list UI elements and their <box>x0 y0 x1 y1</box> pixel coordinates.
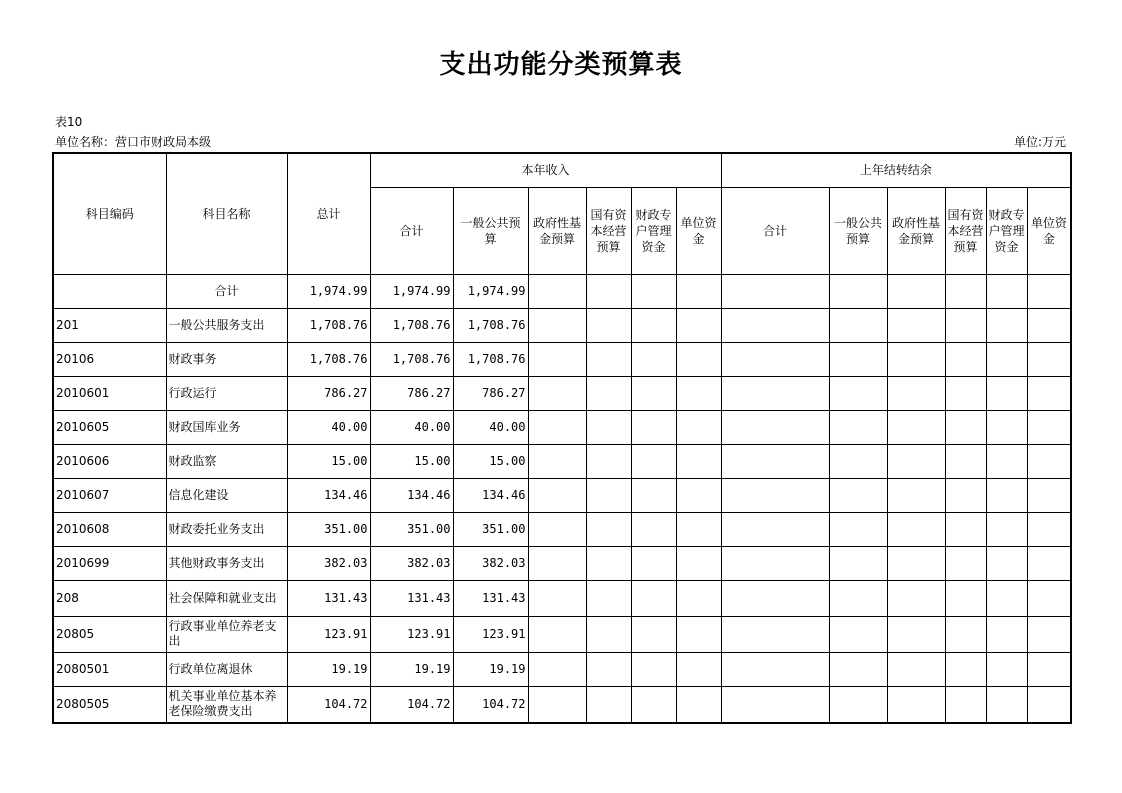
unit-label: 单位:万元 <box>1013 135 1066 149</box>
cell-empty <box>586 274 631 308</box>
cell-empty <box>676 616 721 652</box>
cell-code: 20106 <box>53 342 166 376</box>
header-prior-unit-funds: 单位资金 <box>1027 187 1071 274</box>
cell-empty <box>631 512 676 546</box>
cell-empty <box>586 616 631 652</box>
cell-empty <box>887 478 945 512</box>
cell-empty <box>986 652 1027 686</box>
cell-current-general: 351.00 <box>453 512 528 546</box>
cell-empty <box>721 444 829 478</box>
cell-code: 201 <box>53 308 166 342</box>
table-row <box>53 546 1071 580</box>
cell-empty <box>1027 686 1071 723</box>
header-prior-general: 一般公共预算 <box>829 187 887 274</box>
cell-name: 合计 <box>166 274 287 308</box>
cell-empty <box>986 274 1027 308</box>
cell-empty <box>676 512 721 546</box>
unit-name: 单位名称：营口市财政局本级 <box>55 135 212 149</box>
page-title: 支出功能分类预算表 <box>439 50 683 80</box>
cell-empty <box>945 342 986 376</box>
cell-empty <box>631 478 676 512</box>
cell-total: 382.03 <box>287 546 370 580</box>
cell-empty <box>721 652 829 686</box>
cell-current-subtotal: 104.72 <box>370 686 453 723</box>
cell-empty <box>586 342 631 376</box>
cell-empty <box>986 686 1027 723</box>
cell-empty <box>945 376 986 410</box>
cell-total: 786.27 <box>287 376 370 410</box>
cell-name: 财政监察 <box>166 444 287 478</box>
cell-current-subtotal: 351.00 <box>370 512 453 546</box>
cell-empty <box>528 308 586 342</box>
cell-empty <box>1027 616 1071 652</box>
cell-empty <box>586 580 631 616</box>
cell-empty <box>676 274 721 308</box>
cell-total: 1,708.76 <box>287 342 370 376</box>
cell-empty <box>945 580 986 616</box>
cell-empty <box>528 512 586 546</box>
table-row <box>53 652 1071 686</box>
cell-empty <box>829 444 887 478</box>
header-name: 科目名称 <box>166 153 287 274</box>
cell-empty <box>986 512 1027 546</box>
cell-empty <box>887 410 945 444</box>
header-current-general: 一般公共预算 <box>453 187 528 274</box>
cell-empty <box>1027 444 1071 478</box>
cell-total: 40.00 <box>287 410 370 444</box>
cell-current-general: 19.19 <box>453 652 528 686</box>
cell-name: 信息化建设 <box>166 478 287 512</box>
header-code: 科目编码 <box>53 153 166 274</box>
cell-current-subtotal: 1,974.99 <box>370 274 453 308</box>
cell-empty <box>586 652 631 686</box>
cell-code: 2010699 <box>53 546 166 580</box>
cell-empty <box>986 444 1027 478</box>
cell-empty <box>586 444 631 478</box>
cell-code: 2080501 <box>53 652 166 686</box>
cell-current-subtotal: 134.46 <box>370 478 453 512</box>
cell-empty <box>528 410 586 444</box>
cell-empty <box>528 652 586 686</box>
cell-empty <box>945 512 986 546</box>
cell-empty <box>887 546 945 580</box>
cell-empty <box>631 342 676 376</box>
cell-empty <box>986 376 1027 410</box>
cell-empty <box>676 546 721 580</box>
cell-empty <box>721 580 829 616</box>
cell-empty <box>829 342 887 376</box>
table-row <box>53 580 1071 616</box>
cell-empty <box>586 376 631 410</box>
cell-empty <box>945 478 986 512</box>
cell-code: 2010607 <box>53 478 166 512</box>
cell-empty <box>887 444 945 478</box>
cell-empty <box>528 444 586 478</box>
cell-current-general: 40.00 <box>453 410 528 444</box>
header-prior-subtotal: 合计 <box>721 187 829 274</box>
header-current-special-account: 财政专户管理资金 <box>631 187 676 274</box>
cell-empty <box>1027 376 1071 410</box>
cell-empty <box>631 376 676 410</box>
cell-empty <box>986 478 1027 512</box>
cell-empty <box>631 652 676 686</box>
table-row <box>53 274 1071 308</box>
cell-current-general: 104.72 <box>453 686 528 723</box>
cell-name: 行政单位离退休 <box>166 652 287 686</box>
cell-total: 15.00 <box>287 444 370 478</box>
table-row <box>53 512 1071 546</box>
cell-total: 104.72 <box>287 686 370 723</box>
cell-code: 2010606 <box>53 444 166 478</box>
cell-name: 一般公共服务支出 <box>166 308 287 342</box>
cell-empty <box>829 478 887 512</box>
cell-empty <box>721 410 829 444</box>
cell-name: 社会保障和就业支出 <box>166 580 287 616</box>
cell-total: 1,974.99 <box>287 274 370 308</box>
cell-empty <box>631 580 676 616</box>
cell-current-general: 382.03 <box>453 546 528 580</box>
cell-empty <box>887 376 945 410</box>
cell-total: 131.43 <box>287 580 370 616</box>
cell-empty <box>631 308 676 342</box>
cell-empty <box>829 616 887 652</box>
header-current-fund: 政府性基金预算 <box>528 187 586 274</box>
cell-total: 123.91 <box>287 616 370 652</box>
cell-empty <box>945 308 986 342</box>
cell-empty <box>986 580 1027 616</box>
header-prior-year: 上年结转结余 <box>721 153 1071 187</box>
cell-empty <box>631 274 676 308</box>
cell-empty <box>676 652 721 686</box>
cell-name: 行政运行 <box>166 376 287 410</box>
cell-empty <box>676 478 721 512</box>
cell-empty <box>986 342 1027 376</box>
cell-empty <box>676 376 721 410</box>
cell-code: 2080505 <box>53 686 166 723</box>
cell-current-subtotal: 19.19 <box>370 652 453 686</box>
cell-current-subtotal: 40.00 <box>370 410 453 444</box>
cell-empty <box>945 410 986 444</box>
cell-code: 208 <box>53 580 166 616</box>
cell-empty <box>829 686 887 723</box>
cell-empty <box>676 580 721 616</box>
cell-empty <box>631 410 676 444</box>
cell-empty <box>721 616 829 652</box>
cell-empty <box>887 512 945 546</box>
cell-name: 行政事业单位养老支出 <box>166 616 287 652</box>
cell-empty <box>829 546 887 580</box>
cell-current-subtotal: 131.43 <box>370 580 453 616</box>
cell-code: 2010608 <box>53 512 166 546</box>
header-current-state-capital: 国有资本经营预算 <box>586 187 631 274</box>
cell-empty <box>528 546 586 580</box>
cell-empty <box>721 274 829 308</box>
cell-current-general: 131.43 <box>453 580 528 616</box>
cell-empty <box>887 580 945 616</box>
cell-empty <box>1027 512 1071 546</box>
table-number: 表10 <box>55 115 83 129</box>
cell-code: 2010605 <box>53 410 166 444</box>
cell-empty <box>631 686 676 723</box>
cell-name: 其他财政事务支出 <box>166 546 287 580</box>
cell-total: 19.19 <box>287 652 370 686</box>
cell-code: 2010601 <box>53 376 166 410</box>
cell-empty <box>829 652 887 686</box>
cell-empty <box>1027 652 1071 686</box>
cell-empty <box>631 444 676 478</box>
cell-empty <box>945 686 986 723</box>
cell-code <box>53 274 166 308</box>
cell-current-general: 1,708.76 <box>453 342 528 376</box>
header-prior-fund: 政府性基金预算 <box>887 187 945 274</box>
cell-empty <box>631 546 676 580</box>
cell-current-subtotal: 1,708.76 <box>370 342 453 376</box>
cell-empty <box>676 308 721 342</box>
cell-empty <box>829 410 887 444</box>
table-row <box>53 410 1071 444</box>
table-row <box>53 478 1071 512</box>
cell-empty <box>676 686 721 723</box>
cell-name: 财政国库业务 <box>166 410 287 444</box>
cell-current-subtotal: 123.91 <box>370 616 453 652</box>
cell-empty <box>528 342 586 376</box>
cell-empty <box>887 342 945 376</box>
cell-current-general: 15.00 <box>453 444 528 478</box>
cell-empty <box>586 308 631 342</box>
budget-table <box>52 152 1072 724</box>
cell-empty <box>528 376 586 410</box>
table-row <box>53 342 1071 376</box>
cell-total: 1,708.76 <box>287 308 370 342</box>
header-total: 总计 <box>287 153 370 274</box>
cell-empty <box>887 652 945 686</box>
cell-empty <box>986 410 1027 444</box>
cell-empty <box>721 478 829 512</box>
cell-current-general: 123.91 <box>453 616 528 652</box>
table-row <box>53 308 1071 342</box>
cell-current-general: 134.46 <box>453 478 528 512</box>
cell-code: 20805 <box>53 616 166 652</box>
cell-empty <box>721 308 829 342</box>
cell-empty <box>887 308 945 342</box>
cell-empty <box>528 686 586 723</box>
table-row <box>53 616 1071 652</box>
cell-empty <box>528 616 586 652</box>
cell-empty <box>1027 546 1071 580</box>
cell-empty <box>721 376 829 410</box>
cell-empty <box>528 580 586 616</box>
header-current-unit-funds: 单位资金 <box>676 187 721 274</box>
cell-name: 财政委托业务支出 <box>166 512 287 546</box>
cell-empty <box>528 274 586 308</box>
cell-empty <box>945 274 986 308</box>
table-row <box>53 686 1071 723</box>
cell-name: 财政事务 <box>166 342 287 376</box>
cell-empty <box>829 274 887 308</box>
cell-empty <box>586 512 631 546</box>
cell-current-general: 1,974.99 <box>453 274 528 308</box>
cell-empty <box>829 376 887 410</box>
cell-empty <box>586 410 631 444</box>
cell-empty <box>986 308 1027 342</box>
table-row <box>53 444 1071 478</box>
cell-total: 351.00 <box>287 512 370 546</box>
cell-empty <box>528 478 586 512</box>
cell-empty <box>945 444 986 478</box>
cell-empty <box>829 512 887 546</box>
cell-total: 134.46 <box>287 478 370 512</box>
header-prior-state-capital: 国有资本经营预算 <box>945 187 986 274</box>
header-current-subtotal: 合计 <box>370 187 453 274</box>
cell-empty <box>631 616 676 652</box>
cell-empty <box>887 274 945 308</box>
table-row <box>53 376 1071 410</box>
cell-empty <box>1027 410 1071 444</box>
cell-empty <box>887 686 945 723</box>
cell-current-subtotal: 786.27 <box>370 376 453 410</box>
cell-empty <box>829 580 887 616</box>
cell-empty <box>945 616 986 652</box>
cell-empty <box>721 546 829 580</box>
cell-empty <box>586 478 631 512</box>
cell-current-subtotal: 382.03 <box>370 546 453 580</box>
cell-empty <box>1027 478 1071 512</box>
cell-empty <box>1027 274 1071 308</box>
cell-empty <box>1027 308 1071 342</box>
cell-empty <box>586 686 631 723</box>
cell-empty <box>721 342 829 376</box>
header-prior-special-account: 财政专户管理资金 <box>986 187 1027 274</box>
cell-current-subtotal: 15.00 <box>370 444 453 478</box>
cell-current-subtotal: 1,708.76 <box>370 308 453 342</box>
cell-current-general: 786.27 <box>453 376 528 410</box>
cell-empty <box>1027 342 1071 376</box>
cell-name: 机关事业单位基本养老保险缴费支出 <box>166 686 287 723</box>
cell-empty <box>986 546 1027 580</box>
cell-empty <box>586 546 631 580</box>
cell-empty <box>721 686 829 723</box>
cell-empty <box>676 410 721 444</box>
cell-empty <box>676 342 721 376</box>
cell-empty <box>721 512 829 546</box>
cell-empty <box>676 444 721 478</box>
cell-empty <box>986 616 1027 652</box>
cell-empty <box>887 616 945 652</box>
cell-current-general: 1,708.76 <box>453 308 528 342</box>
header-current-year: 本年收入 <box>370 153 721 187</box>
cell-empty <box>945 546 986 580</box>
cell-empty <box>829 308 887 342</box>
cell-empty <box>1027 580 1071 616</box>
cell-empty <box>945 652 986 686</box>
